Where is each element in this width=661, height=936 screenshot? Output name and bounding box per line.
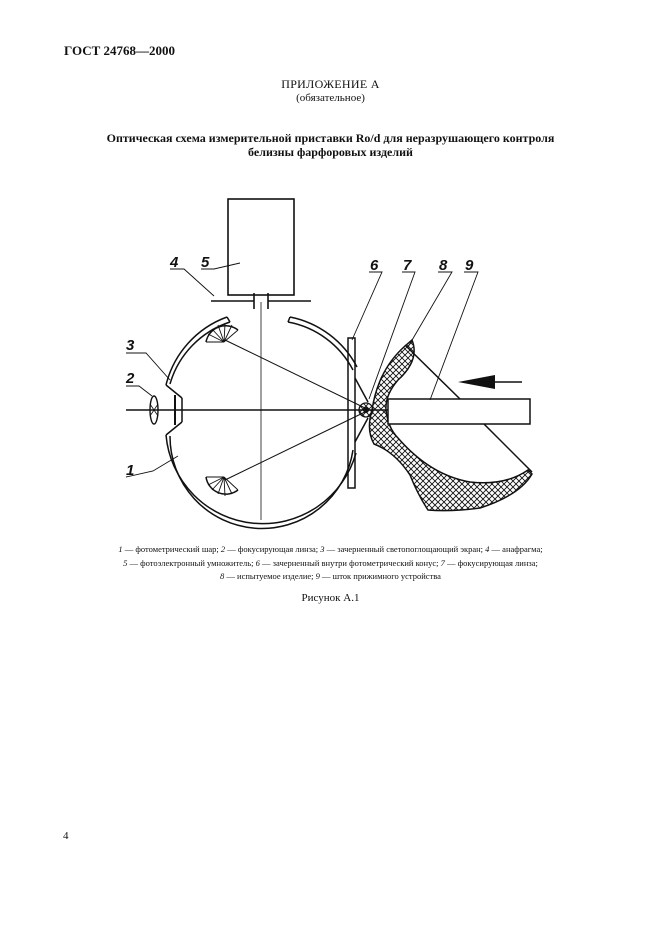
photometric-sphere bbox=[166, 317, 357, 528]
figure-title bbox=[0, 131, 661, 159]
legend-line-1: 1 — фотометрический шар; 2 — фокусирующая линза; 3 — зачерненный светопоглощающий экран; 4 — анафрагма; bbox=[118, 544, 543, 554]
label-4: 4 bbox=[170, 254, 179, 271]
figure-title-line1: Оптическая схема измерительной приставки Ro/d для неразрушающего контроля bbox=[106, 131, 555, 145]
label-3: 3 bbox=[126, 337, 135, 354]
leader-2 bbox=[126, 386, 152, 396]
page-number: 4 bbox=[63, 830, 69, 842]
figure-title-line2: белизны фарфоровых изделий bbox=[248, 145, 413, 159]
leader-4 bbox=[170, 269, 214, 296]
label-5: 5 bbox=[201, 254, 210, 271]
label-6: 6 bbox=[370, 257, 379, 274]
figure-legend bbox=[40, 543, 621, 584]
photomultiplier-box bbox=[228, 199, 294, 295]
label-1: 1 bbox=[126, 462, 135, 479]
figure-caption: Рисунок А.1 bbox=[301, 592, 360, 604]
appendix-subtitle: (обязательное) bbox=[296, 92, 365, 104]
lamp-bottom bbox=[206, 477, 238, 496]
push-rod bbox=[388, 299, 532, 472]
leader-6 bbox=[352, 272, 382, 340]
appendix-title: ПРИЛОЖЕНИЕ А bbox=[281, 77, 380, 91]
legend-line-2: 5 — фотоэлектронный умножитель; 6 — зачерненный внутри фотометрический конус; 7 — фокусирующая линза; bbox=[123, 557, 538, 568]
test-article bbox=[369, 340, 532, 511]
label-9: 9 bbox=[465, 257, 474, 274]
leader-8 bbox=[408, 272, 452, 347]
label-2: 2 bbox=[126, 370, 135, 387]
document-header: ГОСТ 24768—2000 bbox=[64, 43, 176, 58]
optical-scheme-diagram bbox=[0, 190, 661, 535]
label-7: 7 bbox=[403, 257, 412, 274]
lamp-top bbox=[206, 324, 238, 342]
label-8: 8 bbox=[439, 257, 448, 274]
legend-line-3: 8 — испытуемое изделие; 9 — шток прижимного устройства bbox=[220, 571, 441, 581]
press-direction-arrow bbox=[458, 375, 522, 389]
